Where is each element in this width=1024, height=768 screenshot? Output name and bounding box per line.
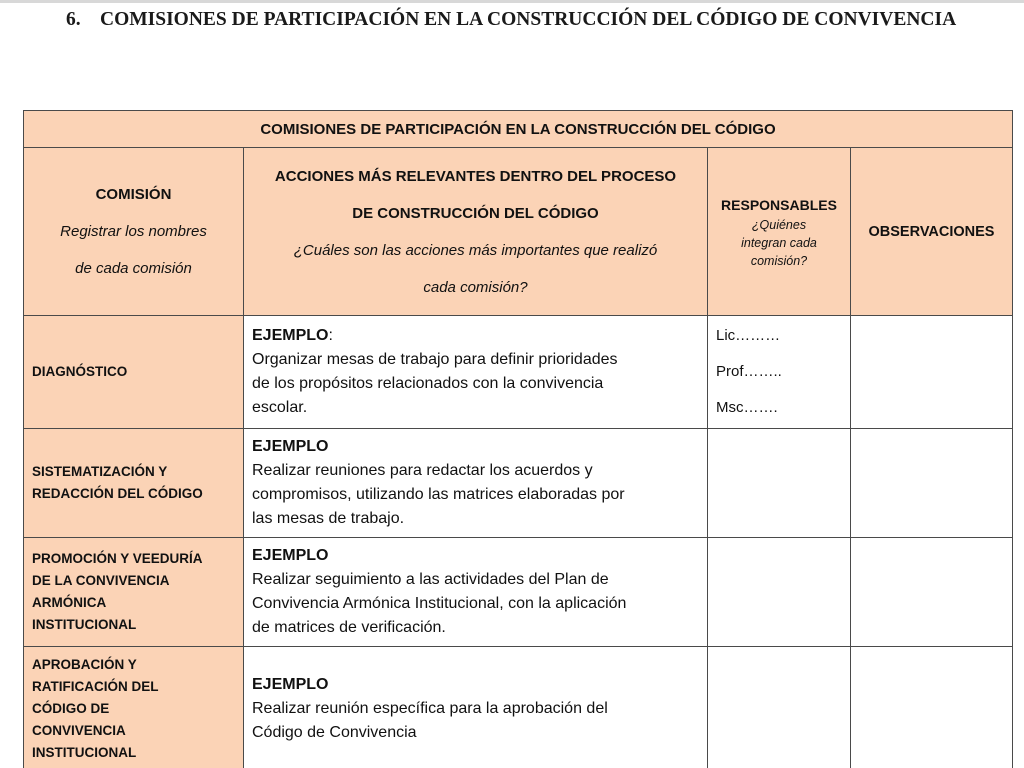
- action-line: escolar.: [252, 399, 308, 416]
- table-header-row: [24, 148, 1013, 316]
- action-line: Realizar seguimiento a las actividades del Plan de: [252, 571, 609, 588]
- commission-observaciones[interactable]: [851, 647, 1013, 768]
- header-acciones-title-2: DE CONSTRUCCIÓN DEL CÓDIGO: [352, 204, 599, 222]
- commission-name: [24, 316, 244, 429]
- header-responsables-hint-1: ¿Quiénes: [751, 217, 807, 232]
- header-observaciones: OBSERVACIONES: [851, 148, 1013, 316]
- example-lead: [252, 544, 699, 568]
- commission-name-line: REDACCIÓN DEL CÓDIGO: [32, 486, 203, 501]
- action-line: Realizar reuniones para redactar los acuerdos y: [252, 462, 593, 479]
- commission-observaciones[interactable]: [851, 538, 1013, 647]
- header-responsables-title: RESPONSABLES: [721, 196, 837, 213]
- action-line: las mesas de trabajo.: [252, 510, 405, 527]
- commission-name: [24, 647, 244, 768]
- commission-name-line: CÓDIGO DE: [32, 700, 110, 716]
- header-acciones-title-1: ACCIONES MÁS RELEVANTES DENTRO DEL PROCESO: [274, 167, 677, 185]
- example-label: EJEMPLO: [252, 547, 329, 564]
- header-responsables-hint-3: comisión?: [750, 253, 808, 268]
- commission-name-line: RATIFICACIÓN DEL: [32, 678, 159, 694]
- action-line: Código de Convivencia: [252, 723, 417, 741]
- commission-responsables[interactable]: [708, 316, 851, 429]
- action-line: Organizar mesas de trabajo para definir prioridades: [252, 351, 618, 368]
- commission-actions[interactable]: [244, 429, 708, 538]
- commission-name-line: DIAGNÓSTICO: [32, 364, 128, 379]
- header-acciones: [244, 148, 708, 316]
- header-responsables-hint-2: integran cada: [741, 235, 817, 250]
- header-acciones-hint-2: cada comisión?: [423, 278, 528, 296]
- commission-name-line: CONVIVENCIA: [32, 722, 126, 738]
- top-divider: [0, 0, 1024, 3]
- example-lead: [252, 673, 699, 697]
- table-body: [24, 316, 1013, 768]
- example-label-suffix: :: [328, 327, 333, 344]
- commission-actions[interactable]: [244, 538, 708, 647]
- header-comision-hint-2: de cada comisión: [75, 260, 192, 277]
- action-line: de los propósitos relacionados con la convivencia: [252, 375, 604, 392]
- table-row: [24, 316, 1013, 429]
- table-title-row: [24, 111, 1013, 148]
- responsable-entry: Msc…….: [716, 399, 778, 416]
- header-comision-hint-1: Registrar los nombres: [60, 223, 207, 240]
- table-title: COMISIONES DE PARTICIPACIÓN EN LA CONSTRUCCIÓN DEL CÓDIGO: [24, 111, 1013, 148]
- example-label: EJEMPLO: [252, 327, 329, 344]
- commissions-table: [23, 110, 1013, 768]
- header-responsables: [708, 148, 851, 316]
- commission-observaciones[interactable]: [851, 316, 1013, 429]
- action-line: Realizar reunión específica para la aprobación del: [252, 699, 608, 717]
- commission-name-line: INSTITUCIONAL: [32, 744, 137, 760]
- example-lead: [252, 324, 699, 348]
- commission-responsables[interactable]: [708, 647, 851, 768]
- example-label: EJEMPLO: [252, 438, 329, 455]
- action-line: Convivencia Armónica Institucional, con la aplicación: [252, 595, 627, 612]
- section-title: COMISIONES DE PARTICIPACIÓN EN LA CONSTRUCCIÓN DEL CÓDIGO DE CONVIVENCIA: [100, 9, 957, 30]
- section-number: 6.: [66, 9, 81, 30]
- commission-actions[interactable]: [244, 316, 708, 429]
- responsable-entry: Lic………: [716, 327, 781, 344]
- commission-name-line: ARMÓNICA: [32, 595, 107, 610]
- commission-responsables[interactable]: [708, 429, 851, 538]
- example-lead: [252, 435, 699, 459]
- commission-name-line: PROMOCIÓN Y VEEDURÍA: [32, 551, 203, 566]
- commission-name: [24, 429, 244, 538]
- commission-observaciones[interactable]: [851, 429, 1013, 538]
- header-comision: [24, 148, 244, 316]
- action-line: compromisos, utilizando las matrices elaboradas por: [252, 486, 625, 503]
- table-row: [24, 429, 1013, 538]
- example-label: EJEMPLO: [252, 675, 329, 693]
- commission-name-line: SISTEMATIZACIÓN Y: [32, 464, 168, 479]
- table-row: [24, 538, 1013, 647]
- commission-name-line: APROBACIÓN Y: [32, 656, 137, 672]
- header-comision-title: COMISIÓN: [95, 186, 172, 203]
- responsable-entry: Prof……..: [716, 363, 782, 380]
- commission-name-line: INSTITUCIONAL: [32, 617, 137, 632]
- table-row: [24, 647, 1013, 768]
- header-acciones-hint-1: ¿Cuáles son las acciones más importantes que realizó: [293, 241, 658, 259]
- commission-name-line: DE LA CONVIVENCIA: [32, 573, 170, 588]
- action-line: de matrices de verificación.: [252, 619, 446, 636]
- commission-responsables[interactable]: [708, 538, 851, 647]
- commission-actions[interactable]: [244, 647, 708, 768]
- section-heading: [66, 8, 966, 31]
- commission-name: [24, 538, 244, 647]
